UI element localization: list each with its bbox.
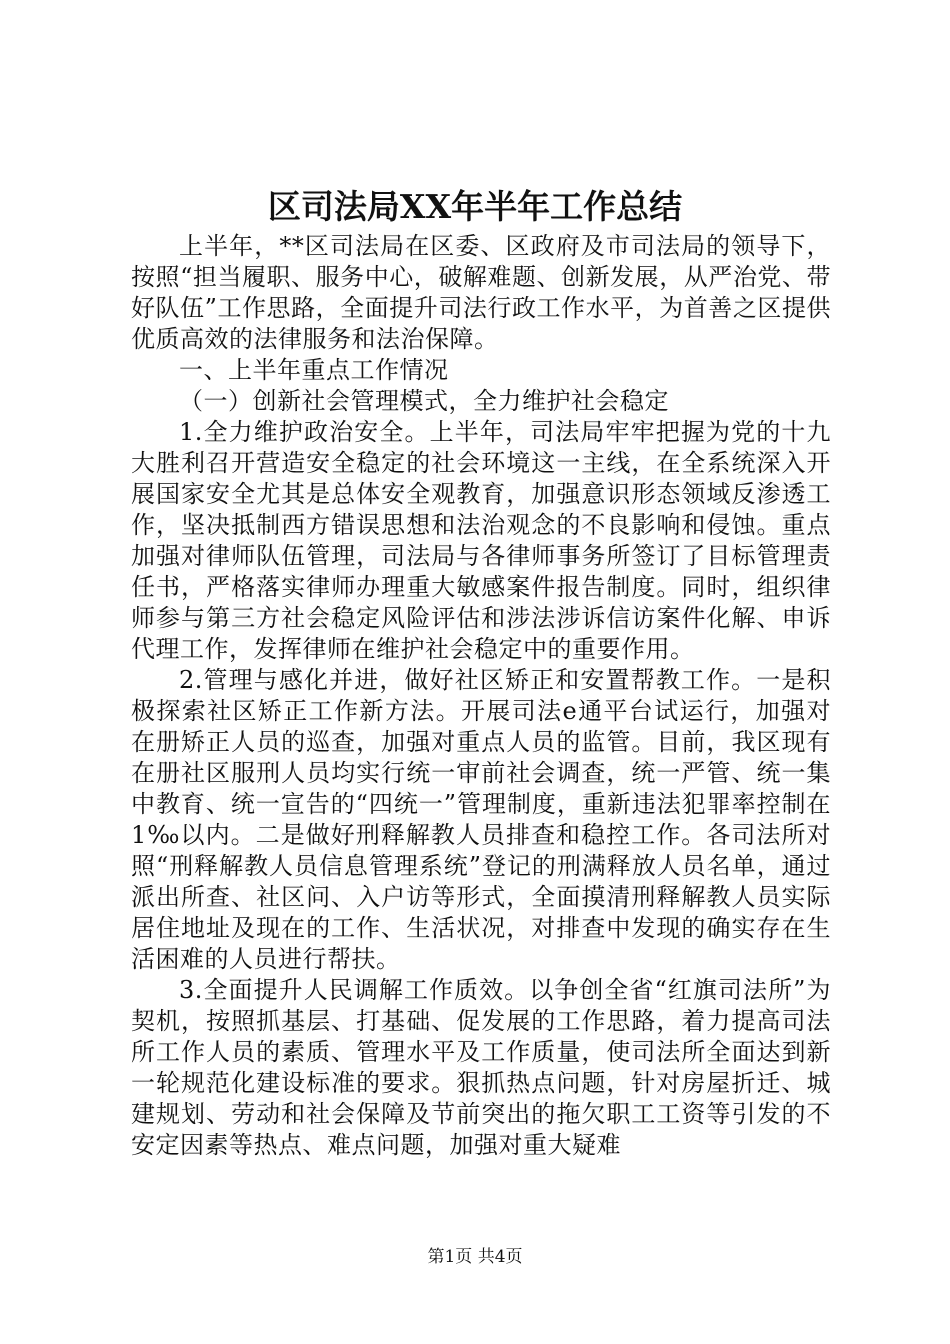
document-body bbox=[131, 231, 831, 1161]
section-heading: 一、上半年重点工作情况 bbox=[179, 356, 449, 384]
subsection-heading: （一）创新社会管理模式，全力维护社会稳定 bbox=[179, 387, 669, 415]
paragraph-item-3: 3.全面提升人民调解工作质效。以争创全省“红旗司法所”为契机，按照抓基层、打基础、促发展的工作思路，着力提高司法所工作人员的素质、管理水平及工作质量，使司法所全面达到新一轮规范化建设标准的要求。狠抓热点问题，针对房屋折迁、城建规划、劳动和社会保障及节前突出的拖欠职工工资等引发的不安定因素等热点、难点问题，加强对重大疑难 bbox=[131, 976, 831, 1159]
paragraph-item-2: 2.管理与感化并进，做好社区矫正和安置帮教工作。一是积极探索社区矫正工作新方法。开展司法e通平台试运行，加强对在册矫正人员的巡查，加强对重点人员的监管。目前，我区现有在册社区服刑人员均实行统一审前社会调查，统一严管、统一集中教育、统一宣告的“四统一”管理制度，重新违法犯罪率控制在1‰以内。二是做好刑释解教人员排查和稳控工作。各司法所对照“刑释解教人员信息管理系统”登记的刑满释放人员名单，通过派出所查、社区问、入户访等形式，全面摸清刑释解教人员实际居住地址及现在的工作、生活状况，对排查中发现的确实存在生活困难的人员进行帮扶。 bbox=[131, 666, 831, 973]
document-title: 区司法局XX年半年工作总结 bbox=[267, 187, 683, 226]
paragraph-intro: 上半年，**区司法局在区委、区政府及市司法局的领导下，按照“担当履职、服务中心，破解难题、创新发展，从严治党、带好队伍”工作思路，全面提升司法行政工作水平，为首善之区提供优质高效的法律服务和法治保障。 bbox=[131, 232, 831, 353]
page-number-footer: 第1页 共4页 bbox=[427, 1247, 523, 1267]
paragraph-item-1: 1.全力维护政治安全。上半年，司法局牢牢把握为党的十九大胜利召开营造安全稳定的社会环境这一主线，在全系统深入开展国家安全尤其是总体安全观教育，加强意识形态领域反渗透工作，坚决抵制西方错误思想和法治观念的不良影响和侵蚀。重点加强对律师队伍管理，司法局与各律师事务所签订了目标管理责任书，严格落实律师办理重大敏感案件报告制度。同时，组织律师参与第三方社会稳定风险评估和涉法涉诉信访案件化解、申诉代理工作，发挥律师在维护社会稳定中的重要作用。 bbox=[131, 418, 831, 663]
